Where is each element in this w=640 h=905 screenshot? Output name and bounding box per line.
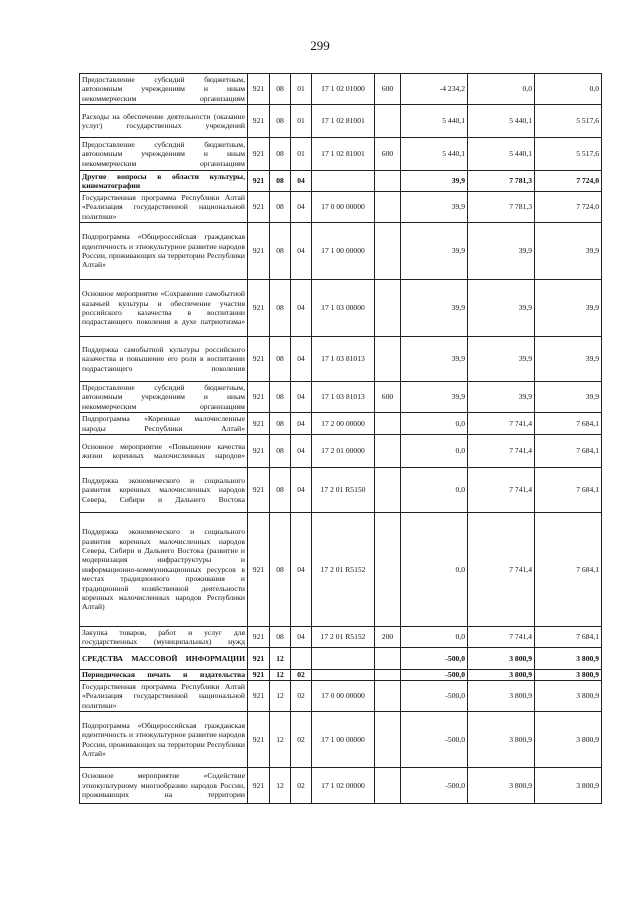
amount-3-cell: 39,9	[535, 337, 602, 382]
section-code-cell: 08	[270, 468, 291, 513]
table-row	[80, 513, 602, 627]
amount-3-cell: 7 684,1	[535, 468, 602, 513]
expense-type-code-cell: 200	[375, 627, 401, 648]
ministry-code-cell: 921	[248, 627, 270, 648]
amount-3-cell: 5 517,6	[535, 138, 602, 171]
amount-2-cell: 3 800,9	[468, 670, 535, 681]
amount-1-cell: 39,9	[401, 192, 468, 223]
target-article-code-cell: 17 2 01 R5150	[312, 468, 375, 513]
table-row	[80, 712, 602, 768]
item-name-cell: Поддержка самобытной культуры российского казачества и повышение его роли в воспитании подрастающего поколения	[80, 337, 248, 382]
budget-table	[79, 73, 602, 804]
section-code-cell: 08	[270, 138, 291, 171]
item-name-cell: Подпрограмма «Общероссийская гражданская идентичность и этнокультурное развитие народов России, проживающих на территории Республики Алтай»	[80, 712, 248, 768]
subsection-code-cell: 01	[291, 74, 312, 105]
ministry-code-cell: 921	[248, 280, 270, 337]
amount-3-cell: 7 684,1	[535, 513, 602, 627]
item-name-cell: Предоставление субсидий бюджетным, автономным учреждениям и иным некоммерческим организациям	[80, 74, 248, 105]
section-code-cell: 08	[270, 105, 291, 138]
ministry-code-cell: 921	[248, 513, 270, 627]
amount-1-cell: -500,0	[401, 648, 468, 670]
expense-type-code-cell	[375, 468, 401, 513]
subsection-code-cell: 04	[291, 171, 312, 192]
amount-3-cell: 39,9	[535, 280, 602, 337]
amount-1-cell: -500,0	[401, 768, 468, 804]
amount-2-cell: 7 781,3	[468, 171, 535, 192]
target-article-code-cell	[312, 648, 375, 670]
target-article-code-cell: 17 2 01 R5152	[312, 513, 375, 627]
section-code-cell: 08	[270, 513, 291, 627]
item-name-cell: Основное мероприятие «Содействие этнокультурному многообразию народов России, проживающих на территории	[80, 768, 248, 804]
ministry-code-cell: 921	[248, 468, 270, 513]
target-article-code-cell: 17 0 00 00000	[312, 681, 375, 712]
target-article-code-cell: 17 1 03 81013	[312, 382, 375, 413]
amount-1-cell: 39,9	[401, 223, 468, 280]
table-row	[80, 171, 602, 192]
item-name-cell: Поддержка экономического и социального развития коренных малочисленных народов Севера, Сибири и Дальнего Востока (развитие и модернизация инфраструктуры и информационно-коммуникационных ресурсов в местах традиционного проживания и традиционной хозяйственной деятельности коренных малочисленных народов Республики Алтай)	[80, 513, 248, 627]
amount-3-cell: 3 800,9	[535, 712, 602, 768]
amount-2-cell: 7 741,4	[468, 513, 535, 627]
amount-3-cell: 3 800,9	[535, 670, 602, 681]
target-article-code-cell	[312, 670, 375, 681]
item-name-cell: Другие вопросы в области культуры, кинематографии	[80, 171, 248, 192]
table-row	[80, 138, 602, 171]
amount-1-cell: 0,0	[401, 627, 468, 648]
item-name-cell: Основное мероприятие «Повышение качества жизни коренных малочисленных народов»	[80, 435, 248, 468]
table-row	[80, 192, 602, 223]
item-name-cell: Предоставление субсидий бюджетным, автономным учреждениям и иным некоммерческим организациям	[80, 138, 248, 171]
amount-3-cell: 7 724,0	[535, 192, 602, 223]
ministry-code-cell: 921	[248, 337, 270, 382]
amount-2-cell: 3 800,9	[468, 681, 535, 712]
amount-2-cell: 39,9	[468, 223, 535, 280]
amount-1-cell: 39,9	[401, 382, 468, 413]
expense-type-code-cell	[375, 223, 401, 280]
amount-1-cell: -500,0	[401, 681, 468, 712]
ministry-code-cell: 921	[248, 670, 270, 681]
expense-type-code-cell: 600	[375, 138, 401, 171]
page-number: 299	[310, 38, 330, 53]
amount-3-cell: 39,9	[535, 382, 602, 413]
target-article-code-cell: 17 2 01 00000	[312, 435, 375, 468]
section-code-cell: 08	[270, 337, 291, 382]
section-code-cell: 08	[270, 413, 291, 435]
table-row	[80, 74, 602, 105]
expense-type-code-cell: 600	[375, 74, 401, 105]
table-row	[80, 280, 602, 337]
amount-2-cell: 3 800,9	[468, 712, 535, 768]
ministry-code-cell: 921	[248, 712, 270, 768]
amount-3-cell: 7 684,1	[535, 413, 602, 435]
table-row	[80, 337, 602, 382]
amount-3-cell: 5 517,6	[535, 105, 602, 138]
amount-3-cell: 3 800,9	[535, 681, 602, 712]
section-code-cell: 08	[270, 192, 291, 223]
item-name-cell: Предоставление субсидий бюджетным, автономным учреждениям и иным некоммерческим организациям	[80, 382, 248, 413]
amount-2-cell: 39,9	[468, 337, 535, 382]
table-row	[80, 468, 602, 513]
table-row	[80, 681, 602, 712]
subsection-code-cell: 01	[291, 138, 312, 171]
item-name-cell: СРЕДСТВА МАССОВОЙ ИНФОРМАЦИИ	[80, 648, 248, 670]
expense-type-code-cell	[375, 337, 401, 382]
subsection-code-cell	[291, 648, 312, 670]
expense-type-code-cell	[375, 670, 401, 681]
amount-2-cell: 7 781,3	[468, 192, 535, 223]
amount-1-cell: 39,9	[401, 280, 468, 337]
subsection-code-cell: 04	[291, 223, 312, 280]
ministry-code-cell: 921	[248, 648, 270, 670]
amount-1-cell: 39,9	[401, 337, 468, 382]
amount-3-cell: 39,9	[535, 223, 602, 280]
target-article-code-cell: 17 1 03 00000	[312, 280, 375, 337]
target-article-code-cell: 17 2 00 00000	[312, 413, 375, 435]
ministry-code-cell: 921	[248, 382, 270, 413]
section-code-cell: 12	[270, 681, 291, 712]
section-code-cell: 08	[270, 382, 291, 413]
target-article-code-cell: 17 1 00 00000	[312, 712, 375, 768]
amount-2-cell: 5 440,1	[468, 138, 535, 171]
table-row	[80, 223, 602, 280]
item-name-cell: Расходы на обеспечение деятельности (оказание услуг) государственных учреждений	[80, 105, 248, 138]
expense-type-code-cell	[375, 513, 401, 627]
amount-1-cell: 5 440,1	[401, 138, 468, 171]
ministry-code-cell: 921	[248, 435, 270, 468]
amount-3-cell: 3 800,9	[535, 648, 602, 670]
amount-1-cell: 0,0	[401, 513, 468, 627]
item-name-cell: Государственная программа Республики Алтай «Реализация государственной национальной политики»	[80, 192, 248, 223]
subsection-code-cell: 04	[291, 280, 312, 337]
ministry-code-cell: 921	[248, 74, 270, 105]
subsection-code-cell: 04	[291, 513, 312, 627]
expense-type-code-cell	[375, 105, 401, 138]
ministry-code-cell: 921	[248, 192, 270, 223]
subsection-code-cell: 04	[291, 627, 312, 648]
ministry-code-cell: 921	[248, 768, 270, 804]
subsection-code-cell: 02	[291, 768, 312, 804]
amount-2-cell: 7 741,4	[468, 627, 535, 648]
target-article-code-cell: 17 1 00 00000	[312, 223, 375, 280]
table-row	[80, 768, 602, 804]
item-name-cell: Подпрограмма «Общероссийская гражданская идентичность и этнокультурное развитие народов России, проживающих на территории Республики Алтай»	[80, 223, 248, 280]
section-code-cell: 12	[270, 648, 291, 670]
amount-2-cell: 39,9	[468, 280, 535, 337]
expense-type-code-cell	[375, 648, 401, 670]
expense-type-code-cell	[375, 768, 401, 804]
target-article-code-cell: 17 1 02 00000	[312, 768, 375, 804]
amount-3-cell: 7 724,0	[535, 171, 602, 192]
subsection-code-cell: 02	[291, 712, 312, 768]
target-article-code-cell: 17 1 02 81001	[312, 105, 375, 138]
target-article-code-cell: 17 2 01 R5152	[312, 627, 375, 648]
item-name-cell: Закупка товаров, работ и услуг для государственных (муниципальных) нужд	[80, 627, 248, 648]
amount-2-cell: 3 800,9	[468, 648, 535, 670]
ministry-code-cell: 921	[248, 681, 270, 712]
item-name-cell: Основное мероприятие «Сохранение самобытной казачьей культуры и обеспечение участия российского казачества в воспитании подрастающего поколения в духе патриотизма»	[80, 280, 248, 337]
ministry-code-cell: 921	[248, 171, 270, 192]
table-row	[80, 435, 602, 468]
target-article-code-cell: 17 1 02 81001	[312, 138, 375, 171]
amount-1-cell: -500,0	[401, 670, 468, 681]
target-article-code-cell: 17 0 00 00000	[312, 192, 375, 223]
expense-type-code-cell	[375, 280, 401, 337]
expense-type-code-cell	[375, 712, 401, 768]
amount-2-cell: 7 741,4	[468, 413, 535, 435]
section-code-cell: 08	[270, 74, 291, 105]
ministry-code-cell: 921	[248, 105, 270, 138]
amount-1-cell: -500,0	[401, 712, 468, 768]
item-name-cell: Поддержка экономического и социального развития коренных малочисленных народов Севера, Сибири и Дальнего Востока	[80, 468, 248, 513]
amount-2-cell: 0,0	[468, 74, 535, 105]
amount-3-cell: 0,0	[535, 74, 602, 105]
amount-3-cell: 7 684,1	[535, 627, 602, 648]
expense-type-code-cell: 600	[375, 382, 401, 413]
expense-type-code-cell	[375, 192, 401, 223]
item-name-cell: Подпрограмма «Коренные малочисленные народы Республики Алтай»	[80, 413, 248, 435]
item-name-cell: Периодическая печать и издательства	[80, 670, 248, 681]
section-code-cell: 08	[270, 627, 291, 648]
target-article-code-cell: 17 1 02 01000	[312, 74, 375, 105]
amount-1-cell: 0,0	[401, 413, 468, 435]
table-row	[80, 670, 602, 681]
target-article-code-cell	[312, 171, 375, 192]
amount-2-cell: 3 800,9	[468, 768, 535, 804]
subsection-code-cell: 02	[291, 681, 312, 712]
table-row	[80, 627, 602, 648]
amount-1-cell: 0,0	[401, 435, 468, 468]
subsection-code-cell: 01	[291, 105, 312, 138]
section-code-cell: 12	[270, 768, 291, 804]
table-row	[80, 648, 602, 670]
subsection-code-cell: 04	[291, 337, 312, 382]
section-code-cell: 12	[270, 670, 291, 681]
section-code-cell: 08	[270, 435, 291, 468]
subsection-code-cell: 04	[291, 192, 312, 223]
expense-type-code-cell	[375, 413, 401, 435]
amount-3-cell: 7 684,1	[535, 435, 602, 468]
subsection-code-cell: 04	[291, 435, 312, 468]
amount-2-cell: 5 440,1	[468, 105, 535, 138]
subsection-code-cell: 04	[291, 413, 312, 435]
amount-2-cell: 39,9	[468, 382, 535, 413]
ministry-code-cell: 921	[248, 138, 270, 171]
amount-1-cell: 0,0	[401, 468, 468, 513]
section-code-cell: 08	[270, 223, 291, 280]
section-code-cell: 12	[270, 712, 291, 768]
table-row	[80, 105, 602, 138]
expense-type-code-cell	[375, 681, 401, 712]
amount-1-cell: 39,9	[401, 171, 468, 192]
expense-type-code-cell	[375, 435, 401, 468]
item-name-cell: Государственная программа Республики Алтай «Реализация государственной национальной политики»	[80, 681, 248, 712]
subsection-code-cell: 02	[291, 670, 312, 681]
section-code-cell: 08	[270, 171, 291, 192]
amount-3-cell: 3 800,9	[535, 768, 602, 804]
section-code-cell: 08	[270, 280, 291, 337]
subsection-code-cell: 04	[291, 382, 312, 413]
expense-type-code-cell	[375, 171, 401, 192]
table-row	[80, 382, 602, 413]
table-row	[80, 413, 602, 435]
amount-1-cell: -4 234,2	[401, 74, 468, 105]
ministry-code-cell: 921	[248, 223, 270, 280]
amount-1-cell: 5 440,1	[401, 105, 468, 138]
target-article-code-cell: 17 1 03 81013	[312, 337, 375, 382]
subsection-code-cell: 04	[291, 468, 312, 513]
amount-2-cell: 7 741,4	[468, 468, 535, 513]
amount-2-cell: 7 741,4	[468, 435, 535, 468]
ministry-code-cell: 921	[248, 413, 270, 435]
